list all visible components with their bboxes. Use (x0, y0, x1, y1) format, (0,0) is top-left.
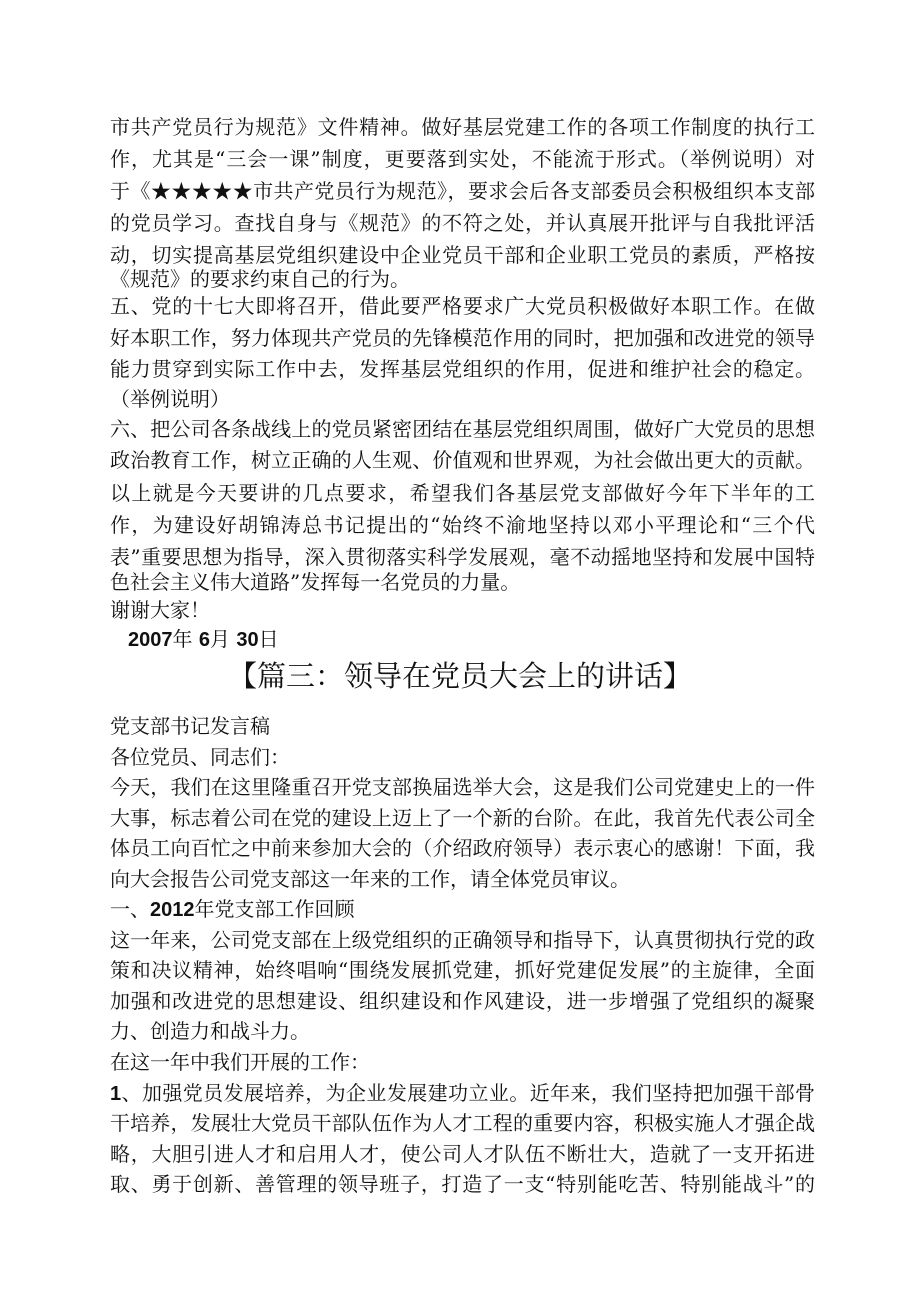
list-item-text: 、加强党员发展培养，为企业发展建功立业。近年来，我们坚持把加强干部骨 (121, 1081, 815, 1105)
text-line: 加强和改进党的思想建设、组织建设和作风建设，进一步增强了党组织的凝聚 (110, 989, 815, 1013)
section-heading (110, 894, 815, 924)
text-line: 五、党的十七大即将召开，借此要严格要求广大党员积极做好本职工作。在做 (110, 294, 815, 318)
text-line: 市共产党员行为规范》文件精神。做好基层党建工作的各项工作制度的执行工 (110, 115, 815, 139)
text-line: 于《★★★★★市共产党员行为规范》，要求会后各支部委员会积极组织本支部 (110, 179, 815, 203)
list-item-1 (110, 1078, 815, 1108)
text-line: 体员工向百忙之中前来参加大会的（介绍政府领导）表示衷心的感谢！下面，我 (110, 836, 815, 860)
text-line: 取、勇于创新、善管理的领导班子，打造了一支“特别能吃苦、特别能战斗”的 (110, 1172, 815, 1196)
section-title: 【篇三：领导在党员大会上的讲话】 (227, 659, 692, 693)
date-line (128, 624, 833, 654)
salutation: 各位党员、同志们： (110, 745, 290, 769)
heading-year: 2012 (150, 899, 195, 921)
text-line: 六、把公司各条战线上的党员紧密团结在基层党组织周围，做好广大党员的思想 (110, 417, 815, 441)
text-line: 在这一年中我们开展的工作： (110, 1050, 370, 1074)
closing-thanks: 谢谢大家！ (110, 598, 210, 622)
text-line: 以上就是今天要讲的几点要求，希望我们各基层党支部做好今年下半年的工 (110, 481, 815, 505)
date-year-unit: 年 (172, 627, 193, 651)
date-year: 2007 (128, 629, 173, 651)
list-item-number: 1 (110, 1083, 122, 1105)
text-line: 能力贯穿到实际工作中去，发挥基层党组织的作用，促进和维护社会的稳定。 (110, 357, 815, 381)
text-line: 今天，我们在这里隆重召开党支部换届选举大会，这是我们公司党建史上的一件 (110, 775, 815, 799)
text-line: 干培养，发展壮大党员干部队伍作为人才工程的重要内容，积极实施人才强企战 (110, 1111, 815, 1135)
text-line: 力、创造力和战斗力。 (110, 1019, 310, 1043)
heading-prefix: 一、 (110, 897, 150, 921)
text-line: 表”重要思想为指导，深入贯彻落实科学发展观，毫不动摇地坚持和发展中国特 (110, 545, 815, 569)
text-line: 略，大胆引进人才和启用人才，使公司人才队伍不断壮大，造就了一支开拓进 (110, 1142, 815, 1166)
text-line: 作，为建设好胡锦涛总书记提出的“始终不渝地坚持以邓小平理论和“三个代 (110, 513, 815, 537)
text-line: 政治教育工作，树立正确的人生观、价值观和世界观，为社会做出更大的贡献。 (110, 448, 815, 472)
text-line: 动，切实提高基层党组织建设中企业党员干部和企业职工党员的素质，严格按 (110, 243, 815, 267)
date-day-unit: 日 (258, 627, 279, 651)
text-line: 《规范》的要求约束自己的行为。 (110, 267, 410, 291)
date-day: 30 (236, 629, 259, 651)
heading-rest: 年党支部工作回顾 (194, 897, 355, 921)
text-line: 策和决议精神，始终唱响“围绕发展抓党建，抓好党建促发展”的主旋律，全面 (110, 958, 815, 982)
text-line: 好本职工作，努力体现共产党员的先锋模范作用的同时，把加强和改进党的领导 (110, 326, 815, 350)
speech-label: 党支部书记发言稿 (110, 714, 270, 738)
text-line: 的党员学习。查找自身与《规范》的不符之处，并认真展开批评与自我批评活 (110, 211, 815, 235)
text-line: 作，尤其是“三会一课”制度，更要落到实处，不能流于形式。（举例说明）对 (110, 147, 815, 171)
text-line: 这一年来，公司党支部在上级党组织的正确领导和指导下，认真贯彻执行党的政 (110, 928, 815, 952)
text-line: 向大会报告公司党支部这一年来的工作，请全体党员审议。 (110, 867, 630, 891)
date-month-unit: 月 (209, 627, 230, 651)
date-month: 6 (198, 629, 210, 651)
text-line: （举例说明） (110, 387, 230, 411)
text-line: 大事，标志着公司在党的建设上迈上了一个新的台阶。在此，我首先代表公司全 (110, 806, 815, 830)
text-line: 色社会主义伟大道路”发挥每一名党员的力量。 (110, 570, 521, 594)
